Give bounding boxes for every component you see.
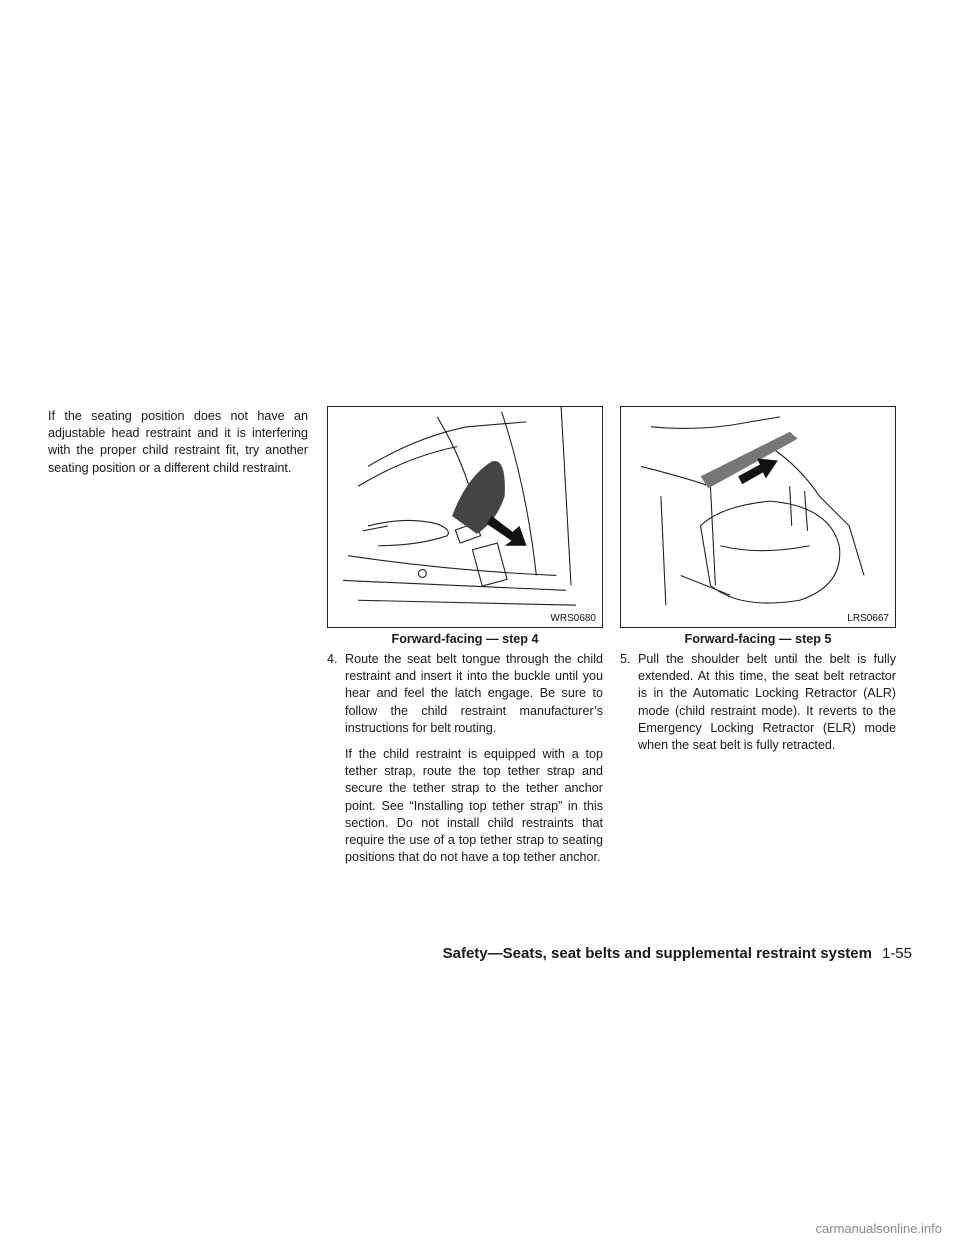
figure-code: LRS0667 (847, 613, 889, 624)
figure-step4-illustration (327, 406, 603, 628)
watermark: carmanualsonline.info (815, 1221, 942, 1236)
shoulder-belt-illustration (621, 407, 895, 627)
step-5 (620, 651, 896, 763)
figure-caption: Forward-facing — step 4 (391, 632, 539, 646)
section-title: Safety—Seats, seat belts and supplemental restraint system (442, 945, 872, 962)
step-paragraph: Pull the shoulder belt until the belt is fully extended. At this time, the seat belt retractor is in the Automatic Locking Retractor (ALR) mode (child restraint mode). It reverts to the Emergency Locking Retractor (ELR) mode when the seat belt is fully retracted. (638, 652, 896, 753)
step-paragraph: Route the seat belt tongue through the child restraint and insert it into the buckle until you hear and feel the latch engage. Be sure to follow the child restraint manufacturer’s instructions for belt routing. (345, 652, 603, 735)
figure-step5-illustration (620, 406, 896, 628)
step-4 (327, 651, 603, 875)
page-footer (443, 945, 912, 962)
step-paragraph: If the child restraint is equipped with a top tether strap, route the top tether strap and secure the tether strap to the tether anchor point. See “Installing top tether strap” in this section. Do not install child restraints that require the use of a top tether strap to seating positions that do not have a top tether anchor. (345, 747, 603, 865)
intro-paragraph: If the seating position does not have an adjustable head restraint and it is interfering with the proper child restraint fit, try another seating position or a different child restraint. (48, 409, 308, 475)
figure-code: WRS0680 (550, 613, 596, 624)
seat-belt-buckle-illustration (328, 407, 602, 627)
page-number: 1-55 (881, 945, 912, 962)
figure-caption: Forward-facing — step 5 (684, 632, 832, 646)
step-number: 5. (620, 652, 631, 666)
step-number: 4. (327, 652, 338, 666)
